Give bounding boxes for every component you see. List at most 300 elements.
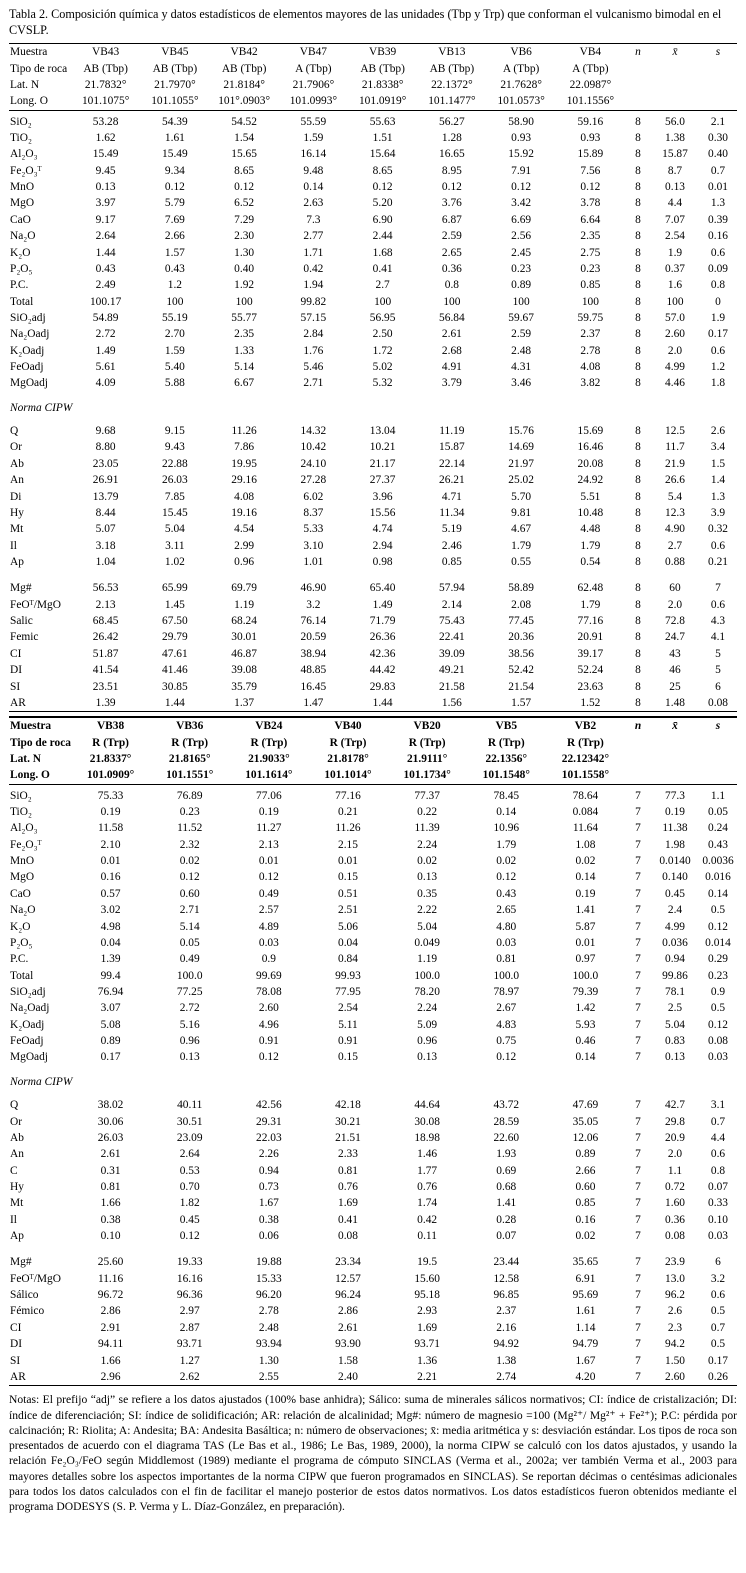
value-cell: 0.14 [708,887,728,900]
value-cell: 7.91 [511,164,532,177]
value-cell: 4.83 [496,1018,517,1031]
value-cell: 2.51 [338,904,358,917]
value-cell: 56.95 [369,311,396,324]
value-cell: 1.47 [303,696,324,709]
value-cell: 2.48 [511,344,532,357]
value-cell: 0.13 [665,1051,685,1064]
value-cell: 8 [635,361,641,374]
row-label: P₂O₅ [10,262,33,275]
value-cell: 0.07 [496,1230,517,1243]
value-cell: 23.34 [335,1256,361,1269]
value-cell: 7 [635,1164,641,1177]
value-cell: 8 [635,696,641,709]
value-cell: 0.42 [417,1213,438,1226]
value-cell: 8 [635,262,641,275]
value-cell: 0.14 [575,1051,596,1064]
value-cell: 15.76 [508,425,534,438]
value-cell: 0.04 [338,936,358,949]
value-cell: 57.15 [300,311,327,324]
value-cell: 1.14 [575,1321,596,1334]
value-cell: 0.09 [708,262,728,275]
value-cell: 2.63 [303,197,324,210]
value-cell: 5.4 [667,490,683,503]
value-cell: 0.32 [708,523,728,536]
value-cell: 2.86 [100,1305,121,1318]
value-cell: 0.02 [417,855,438,868]
value-cell: 1.01 [303,556,324,568]
row-label: Salic [10,615,33,628]
data-row [9,326,737,342]
value-cell: 0.68 [496,1180,517,1193]
value-cell: 2.59 [511,328,532,341]
value-cell: 0.8 [710,279,726,292]
data-row [9,1163,737,1179]
data-row [9,853,737,869]
value-cell: 7 [635,1051,641,1064]
row-label: DI [10,1338,23,1351]
value-cell: 4.08 [234,490,255,503]
header-cell: 101.1734° [403,769,451,782]
value-cell: 1.93 [496,1148,517,1161]
value-cell: 4.74 [372,523,393,536]
value-cell: 0.9 [710,985,726,998]
header-cell [651,751,699,767]
value-cell: 2.3 [667,1321,683,1334]
header-cell: VB40 [334,720,362,733]
value-cell: 2.21 [417,1370,438,1383]
value-cell: 2.86 [338,1305,358,1318]
value-cell: 8 [635,377,641,390]
value-cell: 7 [635,1370,641,1383]
value-cell: 0.43 [496,887,517,900]
value-cell: 2.30 [234,230,255,243]
value-cell: 10.96 [493,822,520,835]
value-cell: 2.64 [95,230,116,243]
value-cell: 16.46 [577,441,604,454]
value-cell: 16.65 [439,148,465,161]
value-cell: 0.12 [164,181,185,194]
value-cell: 26.03 [162,474,188,487]
value-cell: 29.16 [231,474,257,487]
value-cell: 7.3 [306,213,321,226]
value-cell: 1.08 [575,838,596,851]
value-cell: 5.51 [580,490,601,503]
value-cell: 0.70 [179,1180,200,1193]
row-label: AR [10,1370,26,1383]
value-cell: 16.16 [176,1272,203,1285]
value-cell: 55.59 [300,115,327,128]
value-cell: 1.60 [665,1197,685,1210]
value-cell: 0.12 [496,1051,517,1064]
value-cell: 7 [635,1131,641,1144]
value-cell: 100 [581,295,599,308]
value-cell: 4.46 [665,377,685,390]
row-label: SiO₂ [10,789,32,802]
tbp-composition-table [9,43,737,712]
value-cell: 1.79 [511,539,532,552]
value-cell: 60 [669,582,681,595]
value-cell: 1.49 [95,344,116,357]
value-cell: 25 [669,680,681,693]
value-cell: 58.89 [508,582,534,595]
row-label: Tipo de roca [10,736,71,749]
value-cell: 0.39 [708,213,728,226]
value-cell: 11.19 [439,425,465,438]
value-cell: 0.97 [575,953,596,966]
value-cell: 2.61 [338,1321,358,1334]
value-cell: 96.2 [665,1289,685,1302]
header-cell: AB (Tbp) [221,62,267,75]
table-notes: Notas: El prefijo “adj” se refiere a los datos ajustados (100% base anhidra); Sálico: suma de minerales sálicos normativos; CI: índice de cristalización; DI: índice de diferenciación; SI: índice de solidificación; AR: relación de alcalinidad; Mg#: número de magnesio =100 (Mg²⁺/ Mg²⁺ + Fe²⁺); P.C: pérdida por calcinación; R: Riolita; A: Andesita; BA: Andesita Basáltica; n: número de observaciones; x̄: media aritmética y s: desviación estándar. Los tipos de roca son presentados de acuerdo con el diagrama TAS (Le Bas et al., 1986; Le Bas, 1989, 2000), la norma CIPW se calculó con los datos ajustados, y usando la relación Fe₂O₃/FeO según Middlemost (1989) mediante el programa de cómputo SINCLAS (Verma et al., 2002a; ver también Verma et al., 2003 para mayores detalles sobre los aspectos importantes de la norma CIPW que fueron programados en SINCLAS). Se reportan décimas o centésimas adicionales para todos los datos calculados con el fin de facilitar el manejo posterior de estos datos normativos. Los datos estadísticos fueron obtenidos mediante el programa DODESYS (S. P. Verma y L. Díaz-González, en preparación). [9,1393,737,1514]
row-label: SiO₂adj [10,311,46,324]
value-cell: 0.60 [575,1180,596,1193]
row-label: An [10,474,24,487]
value-cell: 46.87 [231,647,257,660]
value-cell: 2.64 [179,1148,200,1161]
header-cell: 22.0987° [569,78,612,91]
value-cell: 56.84 [439,311,465,324]
value-cell: 0.5 [710,1338,726,1351]
value-cell: 5.02 [372,361,393,374]
value-cell: 0.036 [662,936,688,949]
value-cell: 5.93 [575,1018,596,1031]
data-row [9,1353,737,1369]
value-cell: 75.33 [97,789,124,802]
value-cell: 7 [635,1197,641,1210]
value-cell: 5.14 [179,920,200,933]
value-cell: 2.78 [580,344,601,357]
row-label: TiO₂ [10,132,32,145]
value-cell: 67.50 [162,615,188,628]
tbp-table-body [9,110,737,712]
value-cell: 26.03 [97,1131,124,1144]
value-cell: 0.73 [258,1180,279,1193]
row-label: Tipo de roca [10,62,68,75]
section-row [9,1066,737,1097]
value-cell: 24.7 [665,631,685,644]
value-cell: 29.83 [369,680,396,693]
value-cell: 7 [635,1354,641,1367]
value-cell: 55.63 [369,115,396,128]
value-cell: 0.81 [338,1164,358,1177]
value-cell: 21.9 [665,457,685,470]
value-cell: 1.19 [417,953,438,966]
value-cell: 1.5 [710,457,726,470]
value-cell: 9.15 [164,425,185,438]
value-cell: 0.45 [179,1213,200,1226]
value-cell: 0.57 [100,887,121,900]
value-cell: 12.58 [493,1272,520,1285]
value-cell: 7 [635,838,641,851]
value-cell: 0.06 [258,1230,279,1243]
value-cell: 0.16 [100,871,121,884]
section-spacer [9,570,737,580]
value-cell: 43.72 [493,1099,520,1112]
value-cell: 0.07 [708,1180,728,1193]
value-cell: 0.14 [496,806,517,819]
value-cell: 30.85 [162,680,188,693]
value-cell: 23.44 [493,1256,520,1269]
header-cell [651,767,699,784]
value-cell: 0.94 [665,953,685,966]
value-cell: 6.90 [372,213,393,226]
data-row [9,1049,737,1065]
header-cell: 22.1372° [431,78,473,91]
value-cell: 2.6 [667,1305,683,1318]
value-cell: 56.0 [665,115,685,128]
value-cell: 29.31 [256,1115,282,1128]
value-cell: 11.16 [97,1272,124,1285]
value-cell: 0.0036 [702,855,734,868]
value-cell: 62.48 [577,582,604,595]
value-cell: 2.13 [258,838,279,851]
value-cell: 0.85 [575,1197,596,1210]
value-cell: 15.49 [162,148,188,161]
value-cell: 0.98 [372,556,393,568]
value-cell: 3.10 [303,539,324,552]
header-cell: AB (Tbp) [429,62,475,75]
value-cell: 0.03 [496,936,517,949]
value-cell: 7 [635,1289,641,1302]
value-cell: 78.45 [493,789,520,802]
value-cell: 100 [166,295,184,308]
value-cell: 1.82 [179,1197,200,1210]
value-cell: 7 [635,1272,641,1285]
value-cell: 1.41 [575,904,596,917]
value-cell: 15.92 [508,148,534,161]
value-cell: 0.29 [708,953,728,966]
data-row [9,662,737,678]
data-row [9,984,737,1000]
value-cell: 8.37 [303,506,324,519]
header-cell [651,77,699,93]
value-cell: 39.09 [439,647,465,660]
data-row [9,886,737,902]
value-cell: 8 [635,647,641,660]
value-cell: 95.18 [414,1289,440,1302]
value-cell: 5.20 [372,197,393,210]
value-cell: 15.33 [256,1272,282,1285]
value-cell: 23.63 [577,680,604,693]
value-cell: 25.60 [97,1256,124,1269]
value-cell: 0.08 [338,1230,358,1243]
value-cell: 0.81 [496,953,517,966]
value-cell: 44.42 [369,664,396,677]
data-row [9,1369,737,1386]
value-cell: 1.37 [234,696,255,709]
trp-table-header [9,717,737,784]
value-cell: 5.14 [234,361,255,374]
value-cell: 26.21 [439,474,465,487]
row-label: Long. O [10,95,48,108]
value-cell: 0.33 [708,1197,728,1210]
value-cell: 0.75 [496,1035,517,1048]
value-cell: 8 [635,295,641,308]
value-cell: 0.69 [496,1164,517,1177]
value-cell: 77.16 [335,789,361,802]
header-cell [699,93,737,110]
data-row [9,784,737,804]
value-cell: 0.12 [179,1230,200,1243]
value-cell: 8.95 [441,164,462,177]
value-cell: 1.44 [164,696,185,709]
value-cell: 8 [635,164,641,177]
value-cell: 7 [715,582,721,595]
value-cell: 2.50 [372,328,393,341]
value-cell: 35.65 [572,1256,599,1269]
value-cell: 2.71 [303,377,324,390]
data-row [9,646,737,662]
value-cell: 4.99 [665,361,685,374]
value-cell: 20.08 [577,457,604,470]
value-cell: 96.20 [256,1289,282,1302]
value-cell: 0.36 [665,1213,685,1226]
value-cell: 0.35 [417,887,438,900]
value-cell: 1.52 [580,696,601,709]
value-cell: 1.48 [665,696,685,709]
value-cell: 20.91 [577,631,604,644]
value-cell: 0.7 [710,1321,726,1334]
value-cell: 22.60 [493,1131,520,1144]
value-cell: 3.9 [710,506,726,519]
value-cell: 10.48 [577,506,604,519]
header-cell: s [715,46,721,59]
value-cell: 15.45 [162,506,188,519]
row-label: Il [10,1213,17,1226]
value-cell: 22.03 [256,1131,282,1144]
row-label: Fe₂O₃ᵀ [10,164,42,177]
value-cell: 78.1 [665,985,685,998]
value-cell: 26.91 [92,474,119,487]
value-cell: 0.5 [710,904,726,917]
row-label: FeOadj [10,361,44,374]
value-cell: 0.01 [575,936,596,949]
value-cell: 1.41 [496,1197,517,1210]
header-cell: 101°.0903° [218,95,271,108]
value-cell: 4.98 [100,920,121,933]
header-cell: VB45 [161,46,189,59]
value-cell: 8 [635,328,641,341]
row-label: Lat. N [10,78,40,91]
value-cell: 0.19 [258,806,279,819]
value-cell: 2.5 [667,1002,683,1015]
value-cell: 11.38 [662,822,688,835]
header-cell [699,735,737,751]
value-cell: 7 [635,904,641,917]
value-cell: 2.37 [580,328,601,341]
value-cell: 0.22 [417,806,438,819]
header-cell: VB5 [495,720,518,733]
value-cell: 1.67 [575,1354,596,1367]
value-cell: 1.2 [167,279,182,292]
value-cell: 0.01 [100,855,121,868]
header-cell: n [634,720,642,733]
row-label: K₂Oadj [10,1018,45,1031]
value-cell: 2.15 [338,838,358,851]
value-cell: 0.12 [708,920,728,933]
data-row [9,1179,737,1195]
value-cell: 0.93 [580,132,601,145]
row-label: MnO [10,181,35,194]
value-cell: 1.39 [100,953,121,966]
data-row [9,212,737,228]
value-cell: 12.5 [665,425,685,438]
value-cell: 76.89 [176,789,203,802]
value-cell: 1.56 [441,696,462,709]
value-cell: 20.36 [508,631,534,644]
value-cell: 0.03 [708,1230,728,1243]
value-cell: 0.21 [708,556,728,568]
value-cell: 4.80 [496,920,517,933]
value-cell: 13.0 [665,1272,685,1285]
header-cell: 101.0909° [86,769,135,782]
value-cell: 24.92 [577,474,604,487]
value-cell: 42.7 [665,1099,685,1112]
header-cell: 22.1356° [485,752,528,765]
row-label: CI [10,647,22,660]
header-cell: 101.1075° [81,95,130,108]
value-cell: 15.87 [662,148,688,161]
value-cell: 8 [635,148,641,161]
value-cell: 96.72 [97,1289,124,1302]
row-label: FeOadj [10,1035,44,1048]
value-cell: 3.11 [165,539,185,552]
value-cell: 5.70 [511,490,532,503]
value-cell: 99.4 [100,969,121,982]
value-cell: 2.10 [100,838,121,851]
value-cell: 11.27 [256,822,282,835]
header-cell: 101.0919° [358,95,407,108]
value-cell: 2.68 [441,344,462,357]
value-cell: 0.23 [511,262,532,275]
header-cell: 21.7832° [84,78,127,91]
value-cell: 99.82 [300,295,327,308]
header-cell: x̄ [672,720,678,733]
value-cell: 1.58 [338,1354,358,1367]
row-label: Muestra [10,46,48,59]
header-row [9,93,737,110]
value-cell: 54.39 [162,115,188,128]
row-label: Lat. N [10,752,42,765]
header-cell [625,735,651,751]
value-cell: 3.79 [441,377,462,390]
value-cell: 4.96 [258,1018,279,1031]
data-row [9,146,737,162]
value-cell: 1.19 [234,598,255,611]
value-cell: 5.16 [179,1018,200,1031]
value-cell: 100.0 [493,969,520,982]
value-cell: 4.48 [580,523,601,536]
value-cell: 0.15 [338,1051,358,1064]
header-cell: VB24 [255,720,283,733]
value-cell: 2.1 [710,115,726,128]
value-cell: 0.19 [100,806,121,819]
value-cell: 77.37 [414,789,440,802]
header-row [9,751,737,767]
value-cell: 0.016 [705,871,731,884]
value-cell: 30.21 [335,1115,361,1128]
value-cell: 19.88 [256,1256,282,1269]
header-cell: R (Trp) [408,736,446,749]
value-cell: 5.06 [338,920,358,933]
value-cell: 1.3 [710,490,726,503]
value-cell: 0.6 [710,539,726,552]
value-cell: 0.38 [100,1213,121,1226]
value-cell: 2.97 [179,1305,200,1318]
header-row [9,77,737,93]
value-cell: 8 [635,132,641,145]
value-cell: 8 [635,425,641,438]
